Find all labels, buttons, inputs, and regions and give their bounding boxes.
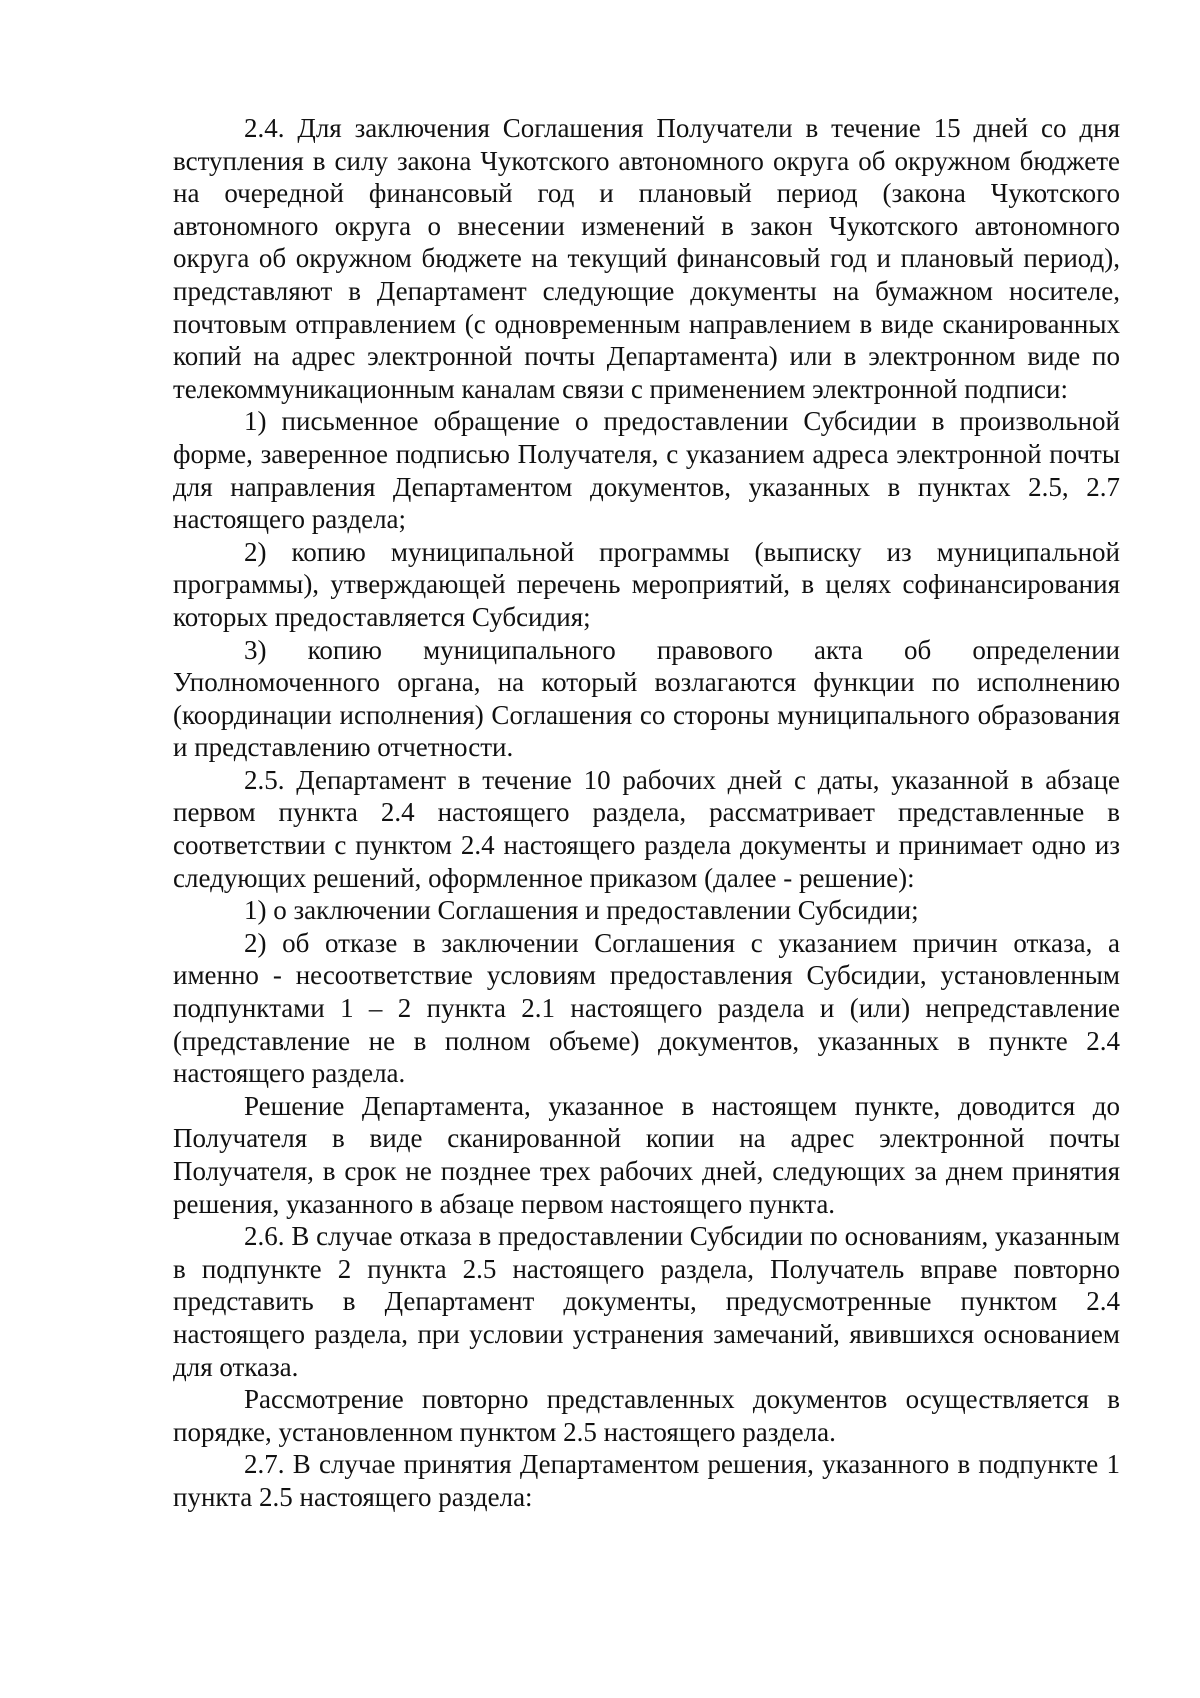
paragraph-2-6: 2.6. В случае отказа в предоставлении Субсидии по основаниям, указанным в подпункте 2 пункта 2.5 настоящего раздела, Получатель вправе повторно представить в Департамент документы, предусмотренные пунктом 2.4 настоящего раздела, при условии устранения замечаний, явившихся основанием для отказа. <box>173 1221 1120 1382</box>
paragraph-2-5: 2.5. Департамент в течение 10 рабочих дней с даты, указанной в абзаце первом пункта 2.4 настоящего раздела, рассматривает представленные в соответствии с пунктом 2.4 настоящего раздела документы и принимает одно из следующих решений, оформленное приказом (далее - решение): <box>173 764 1120 893</box>
paragraph-2-7: 2.7. В случае принятия Департаментом решения, указанного в подпункте 1 пункта 2.5 настоящего раздела: <box>173 1449 1120 1512</box>
paragraph-2-5-item-2: 2) об отказе в заключении Соглашения с указанием причин отказа, а именно - несоответствие условиям предоставления Субсидии, установленным подпунктами 1 – 2 пункта 2.1 настоящего раздела и (или) непредставление (представление не в полном объеме) документов, указанных в пункте 2.4 настоящего раздела. <box>173 927 1120 1089</box>
paragraph-2-5-item-1: 1) о заключении Соглашения и предоставлении Субсидии; <box>244 895 919 926</box>
paragraph-2-4: 2.4. Для заключения Соглашения Получатели в течение 15 дней со дня вступления в силу закона Чукотского автономного округа об окружном бюджете на очередной финансовый год и плановый период (закона Чукотского автономного округа о внесении изменений в закон Чукотского автономного округа об окружном бюджете на текущий финансовый год и плановый период), представляют в Департамент следующие документы на бумажном носителе, почтовым отправлением (с одновременным направлением в виде сканированных копий на адрес электронной почты Департамента) или в электронном виде по телекоммуникационным каналам связи с применением электронной подписи: <box>173 113 1120 404</box>
paragraph-2-4-item-2: 2) копию муниципальной программы (выписку из муниципальной программы), утверждающей перечень мероприятий, в целях софинансирования которых предоставляется Субсидия; <box>173 536 1120 632</box>
paragraph-2-6-review: Рассмотрение повторно представленных документов осуществляется в порядке, установленном пунктом 2.5 настоящего раздела. <box>173 1384 1120 1447</box>
document-page <box>173 112 1120 1514</box>
paragraph-2-4-item-1: 1) письменное обращение о предоставлении Субсидии в произвольной форме, заверенное подписью Получателя, с указанием адреса электронной почты для направления Департаментом документов, указанных в пунктах 2.5, 2.7 настоящего раздела; <box>173 406 1120 535</box>
paragraph-2-4-item-3: 3) копию муниципального правового акта об определении Уполномоченного органа, на который возлагаются функции по исполнению (координации исполнения) Соглашения со стороны муниципального образования и представлению отчетности. <box>173 634 1120 763</box>
paragraph-2-5-decision: Решение Департамента, указанное в настоящем пункте, доводится до Получателя в виде сканированной копии на адрес электронной почты Получателя, в срок не позднее трех рабочих дней, следующих за днем принятия решения, указанного в абзаце первом настоящего пункта. <box>173 1090 1120 1219</box>
